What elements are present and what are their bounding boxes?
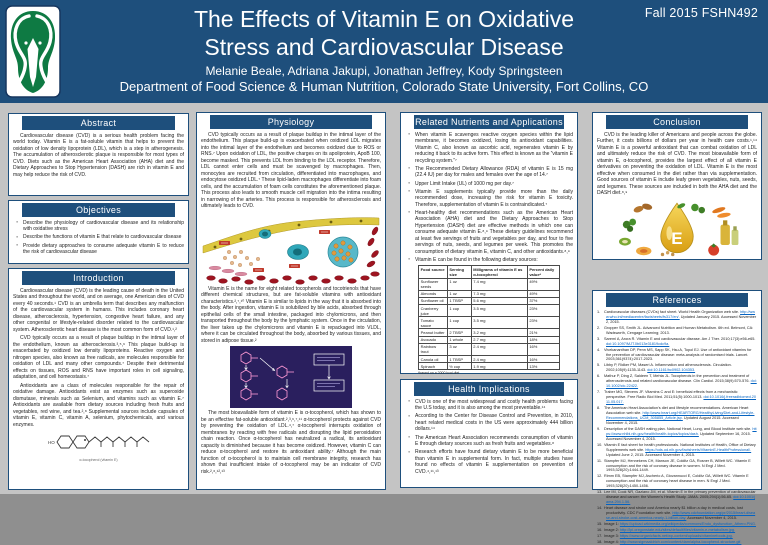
reference-tail: Updated January 2015. Accessed November 2, 2015. [606, 314, 757, 324]
cell-food-source: Almonds [419, 290, 448, 297]
tocopherol-structures-figure [201, 346, 381, 408]
reference-link[interactable]: https://upload.wikimedia.org/wikipedia/commons/Endo_dysfunction_Athero.PNG. [619, 522, 756, 527]
page-title-line1: The Effects of Vitamin E on Oxidative [193, 6, 575, 32]
table-row [419, 317, 560, 329]
health-implications-item: ▪ The American Heart Association recommends consumption of vitamin E through dietary sources such as fresh fruits and vegetables.⁸ [411, 435, 573, 448]
reference-link[interactable]: doi:10.1097/MJT.0b013e31819cdc9a. [606, 341, 670, 346]
reference-number: 12. [597, 474, 603, 479]
reference-text: Mathur P, Ding Z, Saldeen T, Mehta JL. Tocopherols in the prevention and treatment of atherosclerosis and related cardiovascular disease. Clin Cardiol. 2015;38(9):570-576. [604, 374, 750, 384]
cell-milligrams: 7.3 mg [471, 290, 527, 297]
section-objectives [8, 200, 189, 264]
reference-number: 15. [597, 522, 603, 527]
cell-percent-dv: 21% [527, 329, 559, 336]
cell-food-source: Rainbow trout [419, 343, 448, 355]
reference-text: Description of the DASH eating plan. National Heart, Lung, and Blood Institute web site. [604, 426, 752, 431]
reference-tail: Updated June 2, 2015. Accessed November 4, 2015. [606, 452, 696, 457]
physiology-paragraph-3: The most bioavailable form of vitamin E is α-tocopherol, which has shown to be an effective fat-soluble antioxidant.²,³,⁶,⁷,¹¹ α-tocopherol protects against CVD by preventing the oxidation of LDL.⁴,⁷ α-tocopherol interrupts oxidation of membranes by reacting with free radicals and disrupting the lipid peroxidation chain reaction. Once α-tocopherol has neutralized a radical, its antioxidant capacity is diminished because it has become oxidized. However, vitamin C can reduce α-tocopherol and restore its antioxidant ability.⁷ Although the main function of α-tocopherol is to maintain cell membrane integrity, research has shown that insufficient intake of α-tocopherol may be an indicator of CVD risk.²,⁶,¹²,¹³ [201, 410, 381, 475]
reference-text: Rimm EB, Stampfer MJ, Ascherio A, Giovannucci E, Colditz GA, Willett WC. Vitamin E consumption and the risk of coronary heart disease in men. N Engl J Med. 1993;328(20):1450-1456. [604, 474, 749, 489]
cell-food-source: Canola oil [419, 356, 448, 363]
section-references [592, 290, 762, 545]
reference-number: 1. [597, 309, 601, 314]
vitamin-e-molecule-figure [13, 430, 184, 462]
cell-food-source: Sunflower oil [419, 297, 448, 304]
reference-tail: Accessed November 4, 2015. [687, 516, 737, 521]
introduction-paragraphs [13, 288, 184, 429]
reference-number: 7. [597, 390, 601, 395]
reference-item [597, 459, 757, 474]
table-row [419, 290, 560, 297]
objective-item: ▪ Describe the functions of vitamin E that relate to cardiovascular disease [19, 234, 184, 241]
health-implications-item: ▪ According to the Center for Disease Control and Prevention, in 2010, heart related medical costs in the US were approximately 444 billion dollars.¹⁴ [411, 413, 573, 433]
reference-number: 11. [597, 458, 602, 463]
related-nutrients-item: ▪ Heart-healthy diet recommendations such as the American Heart Association (AHA) diet and the Dietary Approaches to Stop Hypertension (DASH) diet are effective methods in which one can consume adequate vitamin E.⁸,⁹ These dietary guidelines recommend at least five servings of fruits and vegetables per day, and four to five servings of nuts, seeds, and legumes per week. This promotes the consumption of dietary vitamin E, vitamin C, and other antioxidants.⁸,⁹ [411, 210, 573, 256]
related-nutrients-item: ▪ Vitamin E supplements typically provide more than the daily recommended dose, increasing the risk for vitamin E toxicity. Therefore, supplementation of vitamin E is contraindicated.⁷ [411, 189, 573, 209]
section-abstract [8, 113, 189, 196]
reference-item [597, 363, 757, 373]
table-row [419, 305, 560, 317]
table-row [419, 343, 560, 355]
svg-text:HO: HO [47, 440, 55, 446]
related-nutrients-list [405, 132, 573, 263]
table-body [419, 278, 560, 370]
cell-serving-size: 1 TBSP [447, 356, 471, 363]
table-footnote: *based on a 2000 kcal diet [418, 371, 460, 376]
cell-percent-dv: 18% [527, 336, 559, 343]
reference-number: 6. [597, 374, 601, 379]
cell-percent-dv: 23% [527, 317, 559, 329]
table-header-cell: Serving size [447, 266, 471, 278]
cell-serving-size: 1 oz [447, 290, 471, 297]
cell-food-source: Peanut butter [419, 329, 448, 336]
reference-number: 8. [597, 406, 601, 411]
section-title-physiology: Physiology [210, 115, 372, 129]
table-row [419, 363, 560, 370]
cell-milligrams: 2.4 mg [471, 356, 527, 363]
reference-text: Vitamin E fact sheet for health professionals. National Institutes of Health, Office of Dietary Supplements web site. [604, 442, 756, 452]
cell-milligrams: 5.6 mg [471, 297, 527, 304]
molecule-figure-caption: α-tocopherol (vitamin E) [79, 458, 118, 463]
table-row [419, 329, 560, 336]
cell-percent-dv: 49% [527, 278, 559, 290]
reference-link[interactable]: doi:10.1016/j.freeradbiomed.2011.05.017. [606, 395, 757, 405]
cell-serving-size: 1 cup [447, 305, 471, 317]
related-nutrients-item: ▪ Upper Limit Intake (UL) of 1000 mg per day.⁷ [411, 181, 573, 188]
reference-link[interactable]: https://www.organicfacts.net/wp-content/uploads/vitaminefoods.jpg. [619, 534, 733, 539]
reference-item [597, 390, 757, 405]
introduction-paragraph: CVD typically occurs as a result of plaque buildup in the intimal layer of the endothelium, known as atherosclerosis.³,⁵,⁶ This plaque build-up is exacerbated by oxidized low density lipoproteins. Reactive oxygen and nitrogen species, also known as free radicals, are molecules responsible for oxidation of LDL and many other compounds.⁷ Despite their detrimental effects on tissues, ROS and RNS have important roles in cell signaling, adaptation, and cell homeostasis.⁷ [13, 335, 184, 381]
reference-number: 3. [597, 336, 601, 341]
cell-serving-size: 1 oz [447, 278, 471, 290]
reference-number: 17. [597, 534, 603, 539]
references-list [597, 310, 757, 545]
cell-percent-dv: 23% [527, 305, 559, 317]
reference-item [597, 522, 757, 527]
reference-item [597, 326, 757, 336]
objectives-list [13, 220, 184, 256]
reference-number: 18. [597, 540, 603, 545]
section-title-abstract: Abstract [22, 116, 175, 130]
cell-percent-dv: 16% [527, 343, 559, 355]
title-block [70, 5, 698, 94]
cell-milligrams: 7.4 mg [471, 278, 527, 290]
reference-link[interactable]: doi:10.1161/hc0902.104353. [647, 368, 696, 373]
reference-text: Gropper SS, Smith JL. Advanced Nutrition and Human Metabolism. 6th ed. Belmont, CA: Wadsworth, Cengage Learning; 2013. [604, 325, 754, 335]
reference-number: 10. [597, 442, 603, 447]
reference-item [597, 490, 757, 505]
reference-item [597, 348, 757, 363]
section-title-introduction: Introduction [22, 271, 175, 285]
section-title-health-implications: Health Implications [414, 382, 564, 396]
reference-item [597, 337, 757, 347]
reference-number: 16. [597, 528, 603, 533]
cell-percent-dv: 49% [527, 290, 559, 297]
section-title-conclusion: Conclusion [606, 115, 748, 129]
table-row [419, 356, 560, 363]
reference-link[interactable]: http://www.cdcfoundation.org/pr/2015/heart-disease-and-stroke-cost-america-nearly-1-billion-day. [606, 511, 756, 521]
reference-text: Image 4: [604, 540, 619, 545]
section-title-related-nutrients: Related Nutrients and Applications [414, 115, 564, 129]
csu-ram-logo-svg [5, 5, 61, 98]
tocopherol-structures-svg [230, 346, 352, 408]
reference-item [597, 474, 757, 489]
cell-serving-size: 1 whole [447, 336, 471, 343]
related-nutrients-item: ▪ The Recommended Dietary Allowance (RDA) of vitamin E is 15 mg (22.4 IU) per day for males and females over the age of 14.⁷ [411, 166, 573, 179]
health-implications-list [405, 399, 573, 475]
table-row [419, 336, 560, 343]
vitamin-e-food-table [418, 265, 560, 370]
cell-milligrams: 3.2 mg [471, 329, 527, 336]
reference-number: 13. [597, 490, 603, 495]
reference-link[interactable]: http://www.heart.org/HEARTORG/HealthyLiving/Diet-and-Lifestyle-Recommendations_UCM_305855_Article.jsp. [606, 411, 755, 420]
reference-text: Heart disease and stroke cost America nearly $1 billion a day in medical costs, lost productivity. CDC Foundation web site. [604, 506, 743, 516]
csu-ram-logo-icon [5, 5, 61, 98]
reference-link[interactable]: https://ods.od.nih.gov/factsheets/VitaminE-HealthProfessional/. [645, 447, 752, 452]
cell-percent-dv: 16% [527, 356, 559, 363]
cell-food-source: Sunflower seeds [419, 278, 448, 290]
section-title-references: References [606, 293, 748, 307]
table-header-cell: Percent daily value* [527, 266, 559, 278]
reference-text: Libby P, Ridker PM, Maseri A. Inflammation and atherosclerosis. Circulation. 2002;105(9):1135-1143. [604, 363, 732, 373]
cell-milligrams: 2.4 mg [471, 343, 527, 355]
reference-tail: Updated August 2015. Accessed November 4, 2015. [606, 415, 739, 425]
reference-item [597, 540, 757, 545]
department: Department of Food Science & Human Nutrition, Colorado State University, Fort Collins, CO [119, 79, 649, 95]
reference-text: The American Heart Association's diet and lifestyle recommendations. American Heart Association web site. [604, 406, 749, 416]
reference-number: 2. [597, 325, 601, 330]
health-implications-item: ▪ Research efforts have found dietary vitamin E to be more beneficial than vitamin E in supplemental form. In fact, multiple studies have found no effects of vitamin E supplementation on prevention of CVD.⁴,¹¹,¹³ [411, 449, 573, 475]
reference-text: Image 1: [604, 522, 619, 527]
authors: Melanie Beale, Adriana Jakupi, Jonathan Jeffrey, Kody Springsteen [205, 64, 563, 79]
cell-milligrams: 2.7 mg [471, 336, 527, 343]
cell-food-source: Avocado [419, 336, 448, 343]
reference-link[interactable]: https://www.nhlbi.nih.gov/health/health-topics/topics/dash. [606, 426, 757, 436]
reference-item [597, 506, 757, 521]
reference-item [597, 427, 757, 442]
related-nutrients-item: ▪ Vitamin E can be found in the following dietary sources: [411, 257, 573, 264]
reference-text: Vivekananthan DP, Penn MS, Sapp SK, Hsu A, Topol EJ. Use of antioxidant vitamins for the prevention of cardiovascular disease: meta-analysis of randomised trials. Lancet. 2003;361(9374):2017-2023. [604, 347, 752, 362]
cell-percent-dv: 13% [527, 363, 559, 370]
physiology-paragraph-2: Vitamin E is the name for eight related tocopherols and tocotrienols that have different chemical structures, but are fat-soluble vitamins with antioxidant characteristics.²,⁷,¹⁰ Vitamin E is similar to lipids in the way that it is absorbed into the body. After ingestion, vitamin E is solubilized by bile acids, absorbed through epithelial cells of the small intestine, packaged into chylomicrons, and then transported throughout the body by the lymphatic system. Once in the circulation, the liver takes up the chylomicrons and vitamin E is repackaged into VLDL, where it can be circulated throughout the body, absorbed by various tissues, and stored in adipose tissue.² [201, 285, 381, 344]
cell-serving-size: 1 cup [447, 317, 471, 329]
reference-link[interactable]: doi:10.1002/clc.22422. [606, 379, 757, 389]
reference-link[interactable]: http://lpi.oregonstate.edu/sites/default/files/vitamin-e-metabolism.jpg. [619, 528, 736, 533]
related-nutrients-item: ▪ When vitamin E scavenges reactive oxygen species within the lipid membrane, it becomes oxidized, losing its antioxidant capabilities. Vitamin C, also known as ascorbic acid, regenerates vitamin E by reducing it back to its active form. This effect is known as the “vitamin E recycling system.”⁷ [411, 132, 573, 165]
cell-serving-size: 2 TBSP [447, 329, 471, 336]
cell-milligrams: 3.5 mg [471, 305, 527, 317]
poster-header [0, 0, 768, 103]
reference-link[interactable]: http://www.who.int/mediacentre/factsheets/fs317/en/. [606, 309, 756, 319]
atherosclerosis-diagram-svg [203, 212, 379, 284]
cell-food-source: Spinach [419, 363, 448, 370]
reference-text: Image 3: [604, 534, 619, 539]
cell-serving-size: 1 TBSP [447, 297, 471, 304]
reference-item [597, 534, 757, 539]
cell-serving-size: 3 oz [447, 343, 471, 355]
introduction-paragraph: Antioxidants are a class of molecules responsible for the repair of oxidative damage. Antioxidants exist as enzymes such as superoxide dismutase, minerals such as Selenium, and vitamins such as vitamin E.⁷ Antioxidants are available from dietary sources including fresh fruits and vegetables, red wine, and tea.²,⁸ Supplemental sources include capsules of vitamin E, vitamin C, vitamin A, selenium, phytochemicals, and various enzymes. [13, 382, 184, 428]
page-title-line2: Stress and Cardiovascular Disease [204, 34, 564, 61]
cell-serving-size: ½ cup [447, 363, 471, 370]
objective-item: ▪ Describe the physiology of cardiovascular disease and its relationship with oxidative stress [19, 220, 184, 233]
table-header-cell: Food source [419, 266, 448, 278]
section-related-nutrients [400, 112, 578, 374]
cell-percent-dv: 37% [527, 297, 559, 304]
section-introduction [8, 268, 189, 490]
reference-item [597, 528, 757, 533]
section-health-implications [400, 379, 578, 488]
vitamin-e-foods-figure [597, 199, 757, 257]
reference-text: Cardiovascular diseases (CVDs) fact sheet. World Health Organization web site. [604, 309, 739, 314]
reference-number: 4. [597, 347, 601, 352]
physiology-paragraph-1: CVD typically occurs as a result of plaque buildup in the intimal layer of the endothelium. This plaque build-up is exacerbated when oxidized LDL migrates into the intimal layer of the endothelium and becomes oxidized due to ROS or RNS.⁷ Upon oxidation of LDL, the positive charges on its apoliprotein, ApoB 100, become masked. This prevents LDL from binding to the LDL receptor. Therefore, LDL cannot enter cells and must be scavenged by macrophages. Then, monocytes are recruited from circulation, differentiated into macrophages, and endocytose oxidized LDL.⁷ These lipid-laden macrophages differentiate into foam cells, and the accumulation of foam cells constitutes the aforementioned plaque. This process also leads to smooth muscle cell migration into the intima resulting in narrowing of the arteries. This process is responsible for atherosclerosis and ultimately leads to CVD. [201, 131, 381, 210]
atherosclerosis-diagram-figure [201, 212, 381, 284]
reference-number: 9. [597, 426, 601, 431]
abstract-text: Cardiovascular disease (CVD) is a serious health problem facing the world today. Vitamin E is a fat-soluble vitamin that helps to prevent the oxidation of low density lipoprotein (LDL), which is a step in atherogenesis. The accumulation of atherosclerotic plaque is responsible for most types of CVD. Diets such as the American Heart Association (AHA) diet and the Dietary Approaches to Stop Hypertension (DASH) are rich in vitamin E and may help reduce the risk of CVD. [13, 132, 184, 178]
reference-text: Lee IM, Cook NR, Gaziano JM, et al. Vitamin E in the primary prevention of cardiovascular disease and cancer: the Women's Health Study. JAMA. 2005;294(1):56-65. [604, 490, 756, 500]
reference-number: 14. [597, 506, 603, 511]
cell-milligrams: 1.9 mg [471, 363, 527, 370]
reference-text: Stampfer MJ, Hennekens CH, Manson JE, Colditz GA, Rosner B, Willett WC. Vitamin E consumption and the risk of coronary disease in women. N Engl J Med. 1993;328(20):1444-1449. [604, 458, 751, 473]
health-implications-item: ▪ CVD is one of the most widespread and costly health problems facing the U.S today, and it is also among the most preventable.¹⁴ [411, 399, 573, 412]
table-row [419, 297, 560, 304]
molecule-structure-svg [47, 430, 151, 456]
section-title-objectives: Objectives [22, 203, 175, 217]
cell-milligrams: 3.5 mg [471, 317, 527, 329]
reference-item [597, 406, 757, 426]
table-row [419, 278, 560, 290]
section-conclusion [592, 112, 762, 260]
introduction-paragraph: Cardiovascular disease (CVD) is the leading cause of death in the United States and throughout the world, and on average, one American dies of CVD every 40 seconds.¹ CVD is an umbrella term that describes any malfunction of the cardiovascular system in humans. This includes coronary heart disease, atherosclerosis, hypertension, congestive heart failure, and any other congenital or lifestyle-related disorder related to the cardiovascular system. Atherosclerotic heart disease is the most common form of CVD.¹,² [13, 287, 184, 333]
reference-tail: Updated September 16, 2015. Accessed November 4, 2015. [606, 431, 751, 441]
cell-food-source: Cranberry juice [419, 305, 448, 317]
course-tag: Fall 2015 FSHN492 [644, 6, 758, 20]
table-header-cell: Milligrams of vitamin E as α-tocopherol [471, 266, 527, 278]
reference-link[interactable]: doi:10.1001/jama.294.1.56. [606, 495, 755, 505]
reference-link[interactable]: http://www.sigmaaldrich.com/content/dam/alpha-tocopherol-structure.gif. [619, 540, 742, 545]
reference-text: Saremi A, Arora R. Vitamin E and cardiovascular disease. Am J Ther. 2010;17(3):e56-e65. [604, 336, 756, 341]
section-physiology [196, 112, 386, 490]
table-header-row [419, 266, 560, 278]
svg-text:E: E [671, 229, 683, 249]
conclusion-text: CVD is the leading killer of Americans and people across the globe. Further, it costs billions of dollars per year in health care costs.¹,¹⁴ Vitamin E is a powerful antioxidant that can combat oxidation of LDL and ultimately reduce the risk of CVD. The most bioavailable form of vitamin E, α-tocopherol, provides the largest effect of all vitamin E derivatives on preventing the oxidation of LDL. Vitamin E is the most effective when consumed in the diet rather than via supplementation. Good sources of vitamin E include leafy green vegetables, nuts, seeds, and legumes. These sources are included in both the AHA diet and the DASH diet.⁸,⁹ [597, 131, 757, 197]
reference-item [597, 374, 757, 389]
reference-item [597, 443, 757, 458]
reference-number: 5. [597, 363, 601, 368]
reference-text: Traber MG, Stevens JF. Vitamins C and E: beneficial effects from a mechanistic perspective. Free Radic Biol Med. 2011;51(5):1000-1013. [604, 390, 738, 400]
vitamin-e-foods-svg [612, 199, 742, 257]
reference-item [597, 310, 757, 325]
reference-text: Image 2: [604, 528, 619, 533]
objective-item: ▪ Provide dietary approaches to consume adequate vitamin E to reduce the risk of cardiovascular disease [19, 243, 184, 256]
cell-food-source: Tomato sauce [419, 317, 448, 329]
